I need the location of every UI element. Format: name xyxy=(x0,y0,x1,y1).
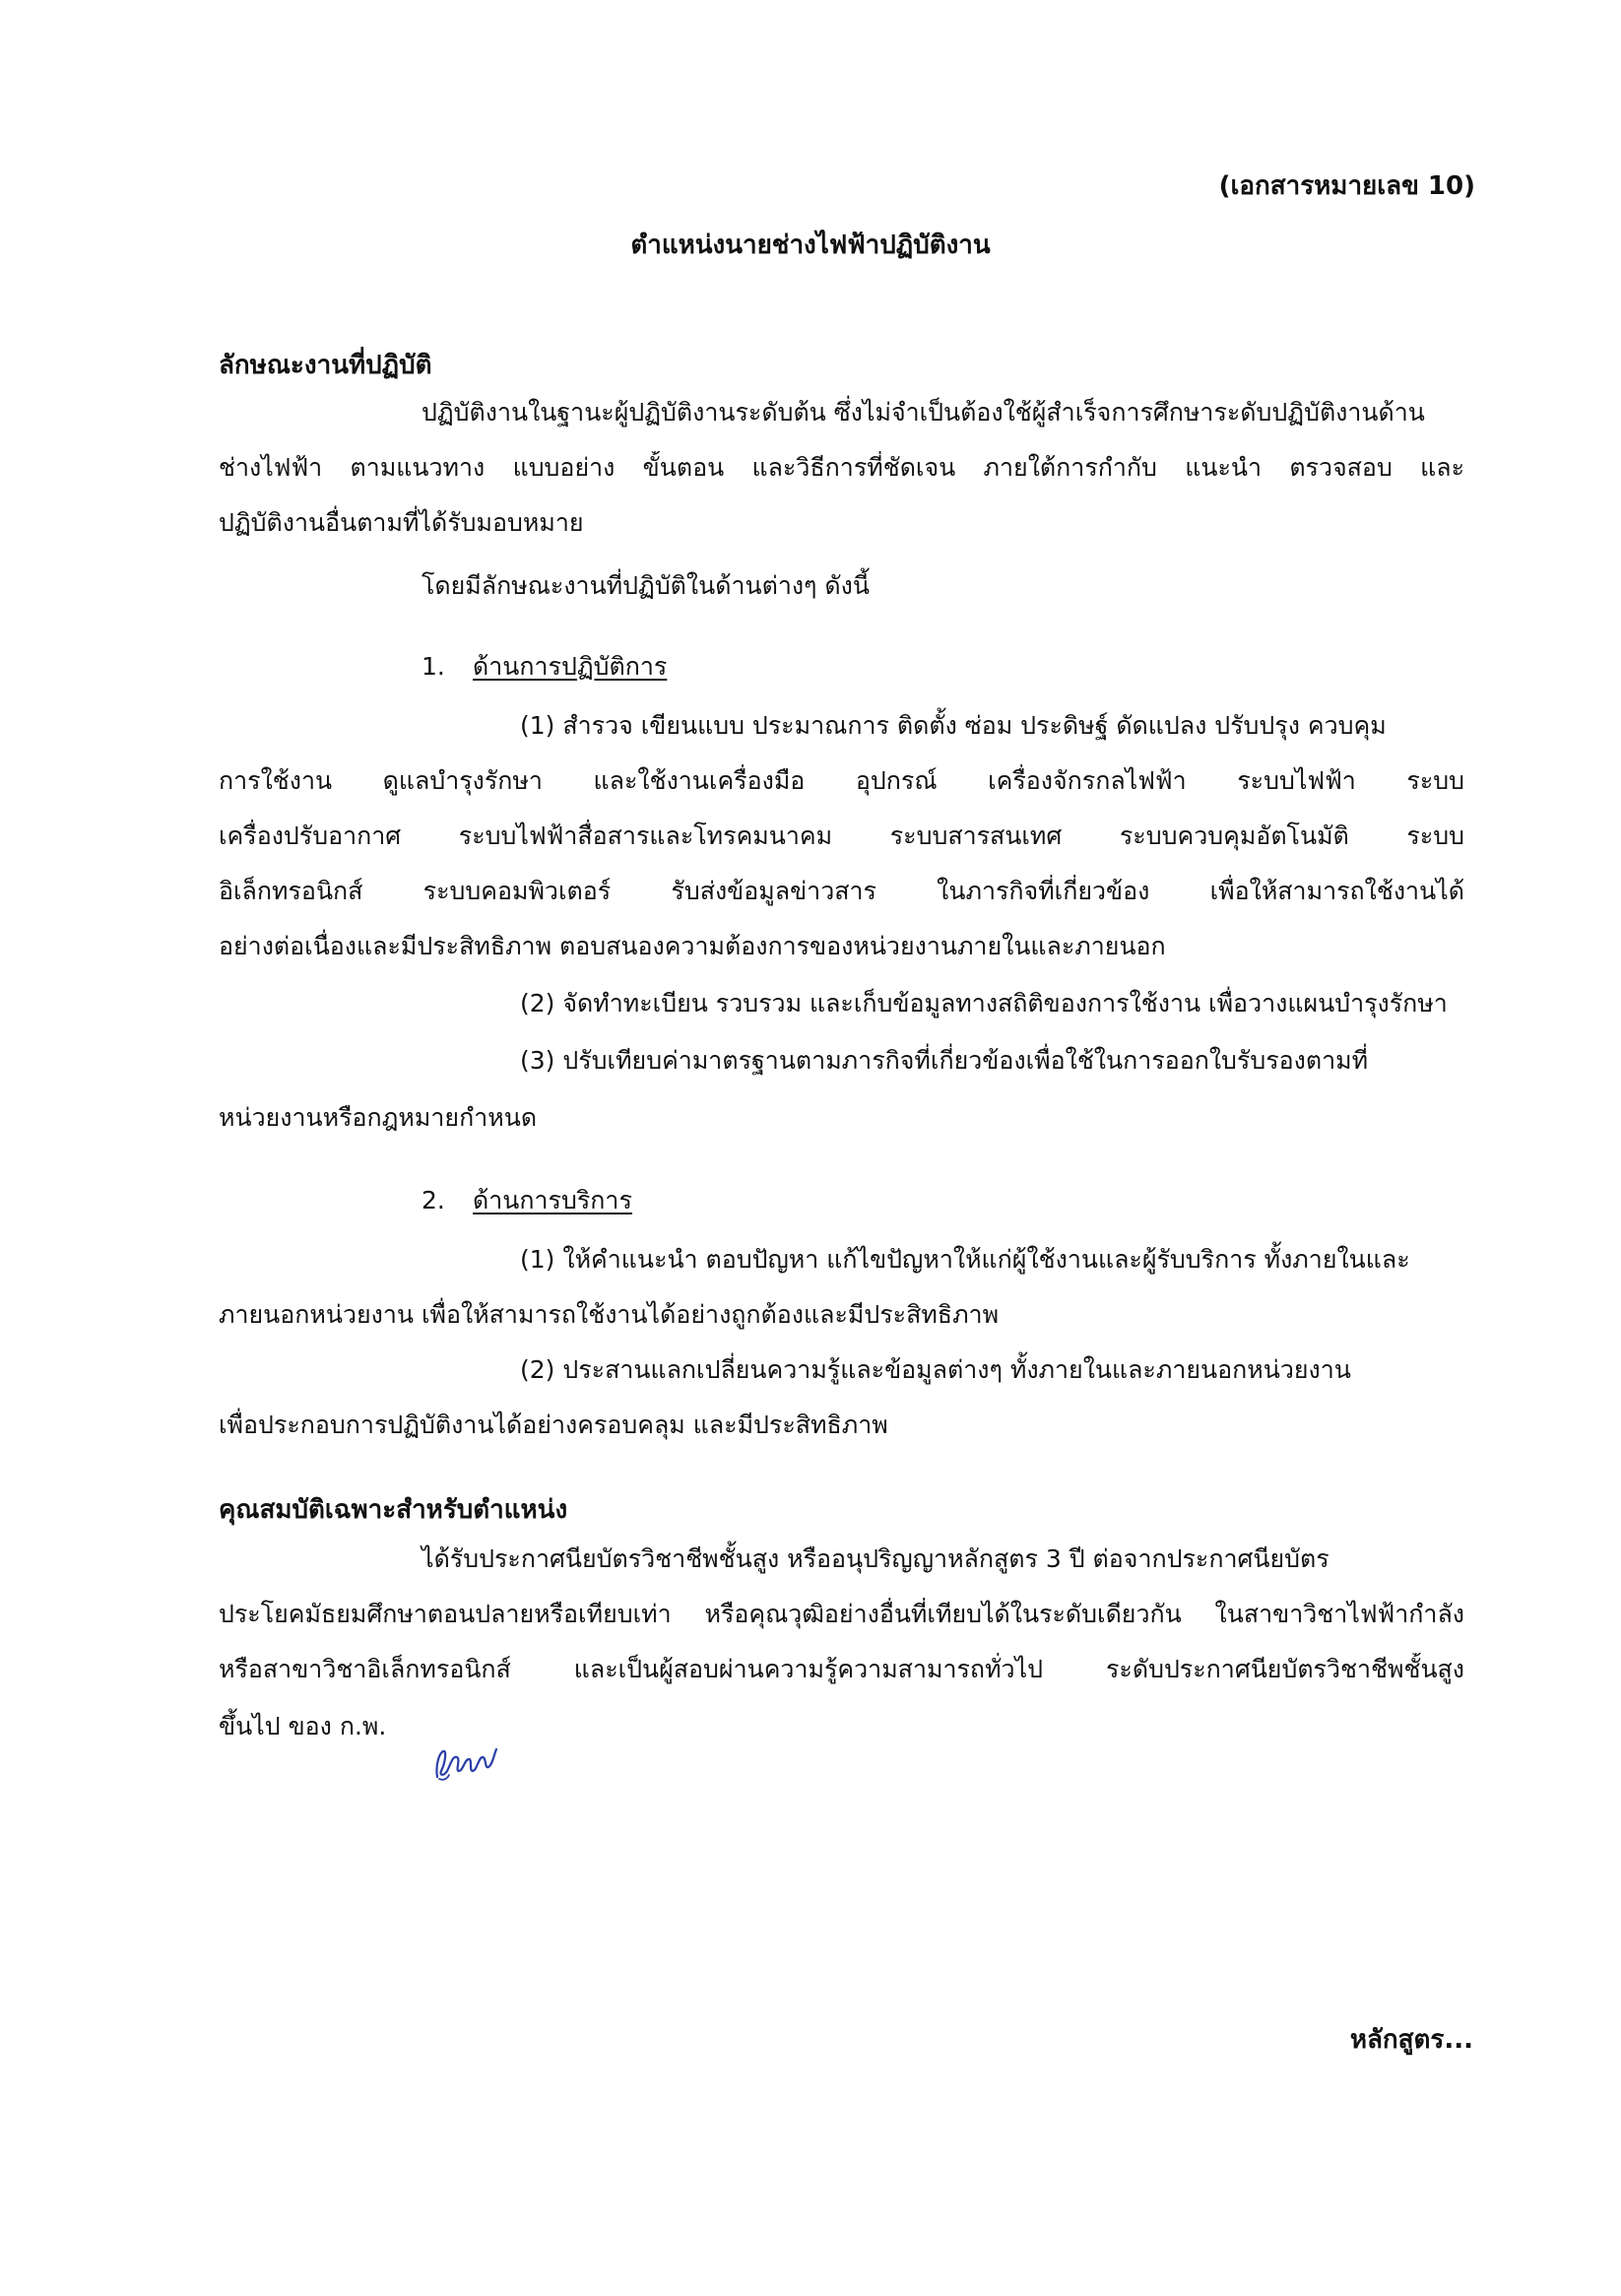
operations-item3-line-1: (3) ปรับเทียบค่ามาตรฐานตามภารกิจที่เกี่ยวข้องเพื่อใช้ในการออกใบรับรองตามที่ xyxy=(520,1046,1369,1075)
operations-title: ด้านการปฏิบัติการ xyxy=(473,652,668,681)
job-nature-lead: โดยมีลักษณะงานที่ปฏิบัติในด้านต่างๆ ดังนี้ xyxy=(421,571,870,600)
operations-item2: (2) จัดทำทะเบียน รวบรวม และเก็บข้อมูลทางสถิติของการใช้งาน เพื่อวางแผนบำรุงรักษา xyxy=(520,989,1448,1017)
service-item2-line-1: (2) ประสานแลกเปลี่ยนความรู้และข้อมูลต่างๆ ทั้งภายในและภายนอกหน่วยงาน xyxy=(520,1355,1351,1384)
qualifications-line-4: ขึ้นไป ของ ก.พ. xyxy=(219,1712,387,1740)
operations-item1-line-2: การใช้งาน ดูแลบำรุงรักษา และใช้งานเครื่องมือ อุปกรณ์ เครื่องจักรกลไฟฟ้า ระบบไฟฟ้า ระบบ xyxy=(219,766,1464,795)
service-item1-line-1: (1) ให้คำแนะนำ ตอบปัญหา แก้ไขปัญหาให้แก่ผู้ใช้งานและผู้รับบริการ ทั้งภายในและ xyxy=(520,1245,1410,1274)
operations-number: 1. xyxy=(421,652,445,681)
document-number: (เอกสารหมายเลข 10) xyxy=(1218,171,1475,201)
continuation-note: หลักสูตร... xyxy=(1349,2025,1473,2055)
operations-item1-line-1: (1) สำรวจ เขียนแบบ ประมาณการ ติดตั้ง ซ่อม ประดิษฐ์ ดัดแปลง ปรับปรุง ควบคุม xyxy=(520,711,1387,740)
job-nature-intro-line-3: ปฏิบัติงานอื่นตามที่ได้รับมอบหมาย xyxy=(219,508,584,537)
operations-item1-line-4: อิเล็กทรอนิกส์ ระบบคอมพิวเตอร์ รับส่งข้อมูลข่าวสาร ในภารกิจที่เกี่ยวข้อง เพื่อให้สามารถใช้งานได้ xyxy=(219,877,1464,905)
job-nature-heading: ลักษณะงานที่ปฏิบัติ xyxy=(219,351,432,380)
job-nature-intro-line-2: ช่างไฟฟ้า ตามแนวทาง แบบอย่าง ขั้นตอน และวิธีการที่ชัดเจน ภายใต้การกำกับ แนะนำ ตรวจสอบ และ xyxy=(219,453,1464,482)
qualifications-heading: คุณสมบัติเฉพาะสำหรับตำแหน่ง xyxy=(219,1495,568,1525)
job-nature-intro-line-1: ปฏิบัติงานในฐานะผู้ปฏิบัติงานระดับต้น ซึ่งไม่จำเป็นต้องใช้ผู้สำเร็จการศึกษาระดับปฏิบัติงานด้าน xyxy=(421,398,1425,426)
operations-item1-line-3: เครื่องปรับอากาศ ระบบไฟฟ้าสื่อสารและโทรคมนาคม ระบบสารสนเทศ ระบบควบคุมอัตโนมัติ ระบบ xyxy=(219,821,1464,850)
service-number: 2. xyxy=(421,1186,445,1214)
service-item2-line-2: เพื่อประกอบการปฏิบัติงานได้อย่างครอบคลุม และมีประสิทธิภาพ xyxy=(219,1410,888,1439)
operations-item3-line-2: หน่วยงานหรือกฎหมายกำหนด xyxy=(219,1103,538,1132)
position-title: ตำแหน่งนายช่างไฟฟ้าปฏิบัติงาน xyxy=(630,230,991,260)
operations-item1-line-5: อย่างต่อเนื่องและมีประสิทธิภาพ ตอบสนองความต้องการของหน่วยงานภายในและภายนอก xyxy=(219,932,1166,960)
qualifications-line-1: ได้รับประกาศนียบัตรวิชาชีพชั้นสูง หรืออนุปริญญาหลักสูตร 3 ปี ต่อจากประกาศนียบัตร xyxy=(421,1544,1329,1573)
handwritten-initials-signature xyxy=(429,1741,502,1785)
qualifications-line-3: หรือสาขาวิชาอิเล็กทรอนิกส์ และเป็นผู้สอบผ่านความรู้ความสามารถทั่วไป ระดับประกาศนียบัตรวิชาชีพชั้นสูง xyxy=(219,1655,1464,1683)
service-heading xyxy=(421,1184,632,1217)
service-title: ด้านการบริการ xyxy=(473,1186,632,1214)
service-item1-line-2: ภายนอกหน่วยงาน เพื่อให้สามารถใช้งานได้อย่างถูกต้องและมีประสิทธิภาพ xyxy=(219,1300,1000,1329)
operations-heading xyxy=(421,650,667,684)
qualifications-line-2: ประโยคมัธยมศึกษาตอนปลายหรือเทียบเท่า หรือคุณวุฒิอย่างอื่นที่เทียบได้ในระดับเดียวกัน ในสาขาวิชาไฟฟ้ากำลัง xyxy=(219,1600,1464,1628)
